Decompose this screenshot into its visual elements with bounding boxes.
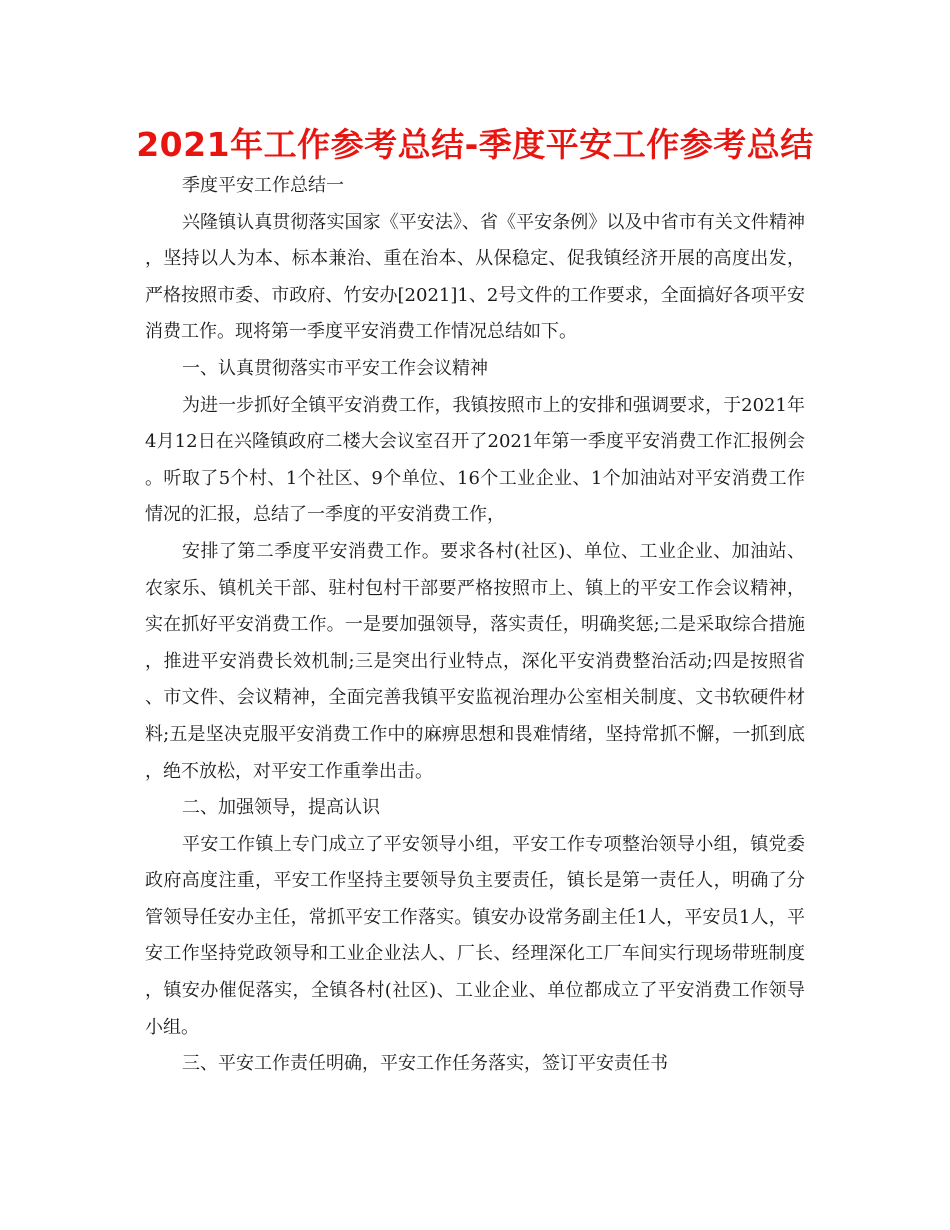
- document-body: [145, 168, 805, 1083]
- document-title: 2021年工作参考总结-季度平安工作参考总结: [136, 125, 814, 164]
- section-heading: 三、平安工作责任明确，平安工作任务落实，签订平安责任书: [182, 1053, 668, 1075]
- paragraph: 平安工作镇上专门成立了平安领导小组，平安工作专项整治领导小组，镇党委政府高度注重，平安工作坚持主要领导负主要责任，镇长是第一责任人，明确了分管领导任安办主任，常抓平安工作落实。镇安办设常务副主任1人，平安员1人，平安工作坚持党政领导和工业企业法人、厂长、经理深化工厂车间实行现场带班制度，镇安办催促落实，全镇各村(社区)、工业企业、单位都成立了平安消费工作领导小组。: [145, 833, 805, 1038]
- paragraph: 安排了第二季度平安消费工作。要求各村(社区)、单位、工业企业、加油站、农家乐、镇机关干部、驻村包村干部要严格按照市上、镇上的平安工作会议精神，实在抓好平安消费工作。一是要加强领导，落实责任，明确奖惩;二是采取综合措施，推进平安消费长效机制;三是突出行业特点，深化平安消费整治活动;四是按照省、市文件、会议精神，全面完善我镇平安监视治理办公室相关制度、文书软硬件材料;五是坚决克服平安消费工作中的麻痹思想和畏难情绪，坚持常抓不懈，一抓到底，绝不放松，对平安工作重拳出击。: [145, 540, 805, 782]
- section-heading: 二、加强领导，提高认识: [182, 797, 380, 819]
- paragraph: 兴隆镇认真贯彻落实国家《平安法》、省《平安条例》以及中省市有关文件精神，坚持以人为本、标本兼治、重在治本、从保稳定、促我镇经济开展的高度出发，严格按照市委、市政府、竹安办[2021]1、2号文件的工作要求，全面搞好各项平安消费工作。现将第一季度平安消费工作情况总结如下。: [145, 211, 805, 343]
- section-heading: 一、认真贯彻落实市平安工作会议精神: [182, 357, 488, 379]
- section-heading: 季度平安工作总结一: [182, 175, 344, 196]
- paragraph: 为进一步抓好全镇平安消费工作，我镇按照市上的安排和强调要求，于2021年4月12日在兴隆镇政府二楼大会议室召开了2021年第一季度平安消费工作汇报例会。听取了5个村、1个社区、9个单位、16个工业企业、1个加油站对平安消费工作情况的汇报，总结了一季度的平安消费工作，: [145, 394, 805, 526]
